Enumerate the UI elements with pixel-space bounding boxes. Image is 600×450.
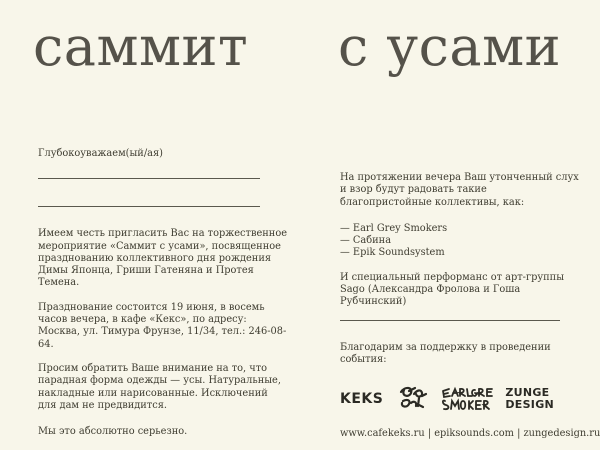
earl-grey-smokers-logo[interactable] — [441, 386, 493, 412]
left-column — [38, 148, 288, 438]
band-item: — Сабина — [340, 235, 392, 247]
date-location-paragraph: Празднование состоится 19 июня, в восемь часов вечера, в кафе «Кекс», по адресу: Москва, ул. Тимура Фрунзе, 11/34, тел.: 246-08-64. — [38, 301, 287, 350]
band-item: — Epik Soundsystem — [340, 247, 445, 259]
name-line-1 — [38, 178, 260, 179]
performance-paragraph: И специальный перформанс от арт-группы Sago (Александра Фролова и Гоша Рубчинский) — [340, 271, 564, 308]
partner-links[interactable]: www.cafekeks.ru | epiksounds.com | zungedesign.ru — [340, 428, 600, 440]
thanks-text: Благодарим за поддержку в проведении события: — [340, 341, 551, 365]
partner-logos — [340, 384, 580, 414]
bands-list — [340, 223, 580, 260]
title-left: саммит — [33, 15, 249, 78]
divider-line — [340, 320, 560, 321]
title-right: с усами — [338, 15, 562, 78]
serious-note: Мы это абсолютно серьезно. — [38, 426, 188, 438]
band-item: — Earl Grey Smokers — [340, 222, 448, 234]
salutation: Глубокоуважаем(ый/ая) — [38, 148, 163, 159]
epik-sounds-logo[interactable] — [395, 384, 429, 414]
zunge-design-logo[interactable]: ZUNGE DESIGN — [505, 385, 555, 412]
invitation-paragraph: Имеем честь пригласить Вас на торжественное мероприятие «Саммит с усами», посвященное празднованию коллективного дня рождения Димы Японца, Гриши Гатеняна и Протея Темена. — [38, 228, 288, 289]
dress-code-paragraph: Просим обратить Ваше внимание на то, что парадная форма одежды — усы. Натуральные, накладные или нарисованные. Исключений для дам не предвидится. — [38, 362, 281, 411]
intro-paragraph: На протяжении вечера Ваш утонченный слух и взор будут радовать такие благопристойные коллективы, как: — [340, 172, 579, 208]
right-column — [340, 172, 600, 441]
keks-logo[interactable]: KEKS — [340, 391, 384, 408]
